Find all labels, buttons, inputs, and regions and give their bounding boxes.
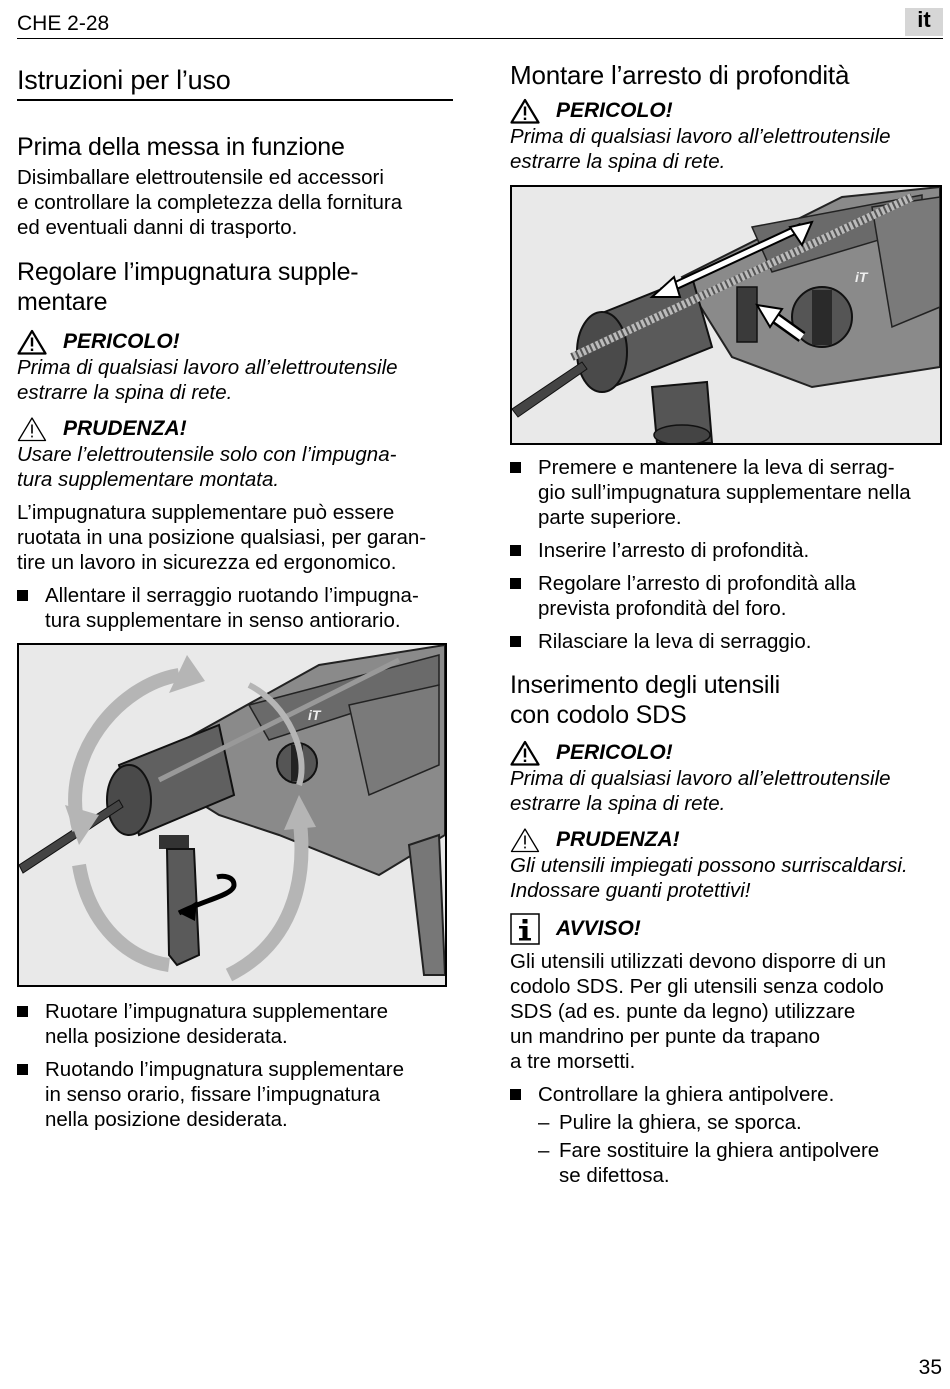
page-header: [17, 8, 943, 39]
caution-notice: [510, 827, 942, 853]
title-line: con codolo SDS: [510, 701, 687, 729]
list-item: [510, 629, 942, 654]
bullet-square-icon: [510, 462, 521, 473]
info-icon: [510, 913, 540, 945]
danger-notice: [17, 329, 453, 355]
section-title-depth-stop: Montare l’arresto di profondità: [510, 60, 850, 90]
sub-list-item: [510, 1110, 942, 1135]
list-item: [510, 571, 942, 621]
brand-label: iT: [308, 707, 321, 723]
list-item: [510, 1082, 942, 1107]
page-number: 35: [918, 1356, 942, 1379]
sub-list-item: [510, 1138, 942, 1188]
text-line: codolo SDS. Per gli utensili senza codolo: [510, 975, 884, 998]
text-line: se difettosa.: [559, 1164, 670, 1187]
text-line: e controllare la completezza della fornitura: [17, 191, 403, 214]
title-line: Regolare l’impugnatura supple-: [17, 258, 359, 286]
notice-label: AVVISO!: [556, 917, 641, 940]
right-column: [510, 60, 942, 1188]
title-line: mentare: [17, 288, 108, 316]
caution-text: Gli utensili impiegati possono surriscaldarsi.: [510, 854, 908, 877]
list-item: [17, 999, 453, 1049]
danger-text: Prima di qualsiasi lavoro all’elettroutensile: [510, 767, 891, 790]
danger-notice: [510, 740, 942, 766]
language-badge: it: [905, 8, 943, 36]
warning-triangle-icon: [17, 329, 47, 355]
left-column: [17, 60, 453, 1132]
text-line: Fare sostituire la ghiera antipolvere: [559, 1139, 880, 1162]
caution-text: Usare l’elettroutensile solo con l’impugna-: [17, 443, 397, 466]
text-line: SDS (ad es. punte da legno) utilizzare: [510, 1000, 856, 1023]
text-line: nella posizione desiderata.: [45, 1108, 288, 1131]
figure-rotate-handle: [17, 643, 447, 987]
text-line: Rilasciare la leva di serraggio.: [538, 630, 812, 653]
text-line: ruotata in una posizione qualsiasi, per garan-: [17, 526, 427, 549]
brand-label: iT: [855, 269, 868, 285]
caution-triangle-icon: [17, 416, 47, 442]
caution-text: Indossare guanti protettivi!: [510, 879, 751, 902]
danger-text: estrarre la spina di rete.: [510, 792, 726, 815]
caution-notice: [17, 416, 453, 442]
text-line: prevista profondità del foro.: [538, 597, 787, 620]
bullet-square-icon: [17, 1006, 28, 1017]
text-line: Inserire l’arresto di profondità.: [538, 539, 810, 562]
subsection-title-auxiliary-handle: [17, 257, 453, 317]
bullet-square-icon: [510, 545, 521, 556]
text-line: Controllare la ghiera antipolvere.: [538, 1083, 835, 1106]
caution-triangle-icon: [510, 827, 540, 853]
dash-marker: –: [538, 1139, 550, 1162]
danger-text: Prima di qualsiasi lavoro all’elettroutensile: [17, 356, 398, 379]
text-line: Ruotando l’impugnatura supplementare: [45, 1058, 404, 1081]
text-line: tura supplementare in senso antiorario.: [45, 609, 401, 632]
text-line: Disimballare elettroutensile ed accessori: [17, 166, 384, 189]
caution-label: PRUDENZA!: [556, 828, 680, 851]
danger-text: Prima di qualsiasi lavoro all’elettroutensile: [510, 125, 891, 148]
text-line: Premere e mantenere la leva di serrag-: [538, 456, 895, 479]
dash-marker: –: [538, 1111, 550, 1134]
text-line: ed eventuali danni di trasporto.: [17, 216, 298, 239]
section-title-instructions: Istruzioni per l’uso: [17, 65, 453, 101]
text-line: gio sull’impugnatura supplementare nella: [538, 481, 911, 504]
bullet-square-icon: [510, 1089, 521, 1100]
list-item: [17, 583, 453, 633]
text-line: un mandrino per punte da trapano: [510, 1025, 821, 1048]
text-line: a tre morsetti.: [510, 1050, 636, 1073]
bullet-square-icon: [510, 578, 521, 589]
text-line: nella posizione desiderata.: [45, 1025, 288, 1048]
bullet-square-icon: [17, 1064, 28, 1075]
title-line: Inserimento degli utensili: [510, 671, 780, 699]
before-use-text: [17, 165, 453, 240]
list-item: [17, 1057, 453, 1132]
notice-block: [510, 913, 942, 945]
warning-triangle-icon: [510, 98, 540, 124]
danger-text: estrarre la spina di rete.: [17, 381, 233, 404]
text-line: L’impugnatura supplementare può essere: [17, 501, 395, 524]
figure-depth-stop: [510, 185, 942, 445]
text-line: Regolare l’arresto di profondità alla: [538, 572, 856, 595]
bullet-square-icon: [17, 590, 28, 601]
text-line: tire un lavoro in sicurezza ed ergonomico.: [17, 551, 397, 574]
depth-stop-illustration: [512, 187, 940, 443]
text-line: Ruotare l’impugnatura supplementare: [45, 1000, 389, 1023]
text-line: Pulire la ghiera, se sporca.: [559, 1111, 802, 1134]
caution-text: tura supplementare montata.: [17, 468, 280, 491]
bullet-square-icon: [510, 636, 521, 647]
text-line: Gli utensili utilizzati devono disporre di un: [510, 950, 887, 973]
danger-label: PERICOLO!: [556, 741, 673, 764]
list-item: [510, 538, 942, 563]
danger-label: PERICOLO!: [63, 330, 180, 353]
text-line: Allentare il serraggio ruotando l’impugna-: [45, 584, 419, 607]
section-title-sds-tools: [510, 670, 942, 730]
danger-text: estrarre la spina di rete.: [510, 150, 726, 173]
text-line: parte superiore.: [538, 506, 682, 529]
hammer-drill-rotation-illustration: [19, 645, 445, 985]
model-label: CHE 2-28: [17, 12, 110, 35]
text-line: in senso orario, fissare l’impugnatura: [45, 1083, 380, 1106]
danger-label: PERICOLO!: [556, 99, 673, 122]
list-item: [510, 455, 942, 530]
caution-label: PRUDENZA!: [63, 417, 187, 440]
warning-triangle-icon: [510, 740, 540, 766]
danger-notice: [510, 98, 942, 124]
subsection-title-before-use: Prima della messa in funzione: [17, 133, 345, 161]
